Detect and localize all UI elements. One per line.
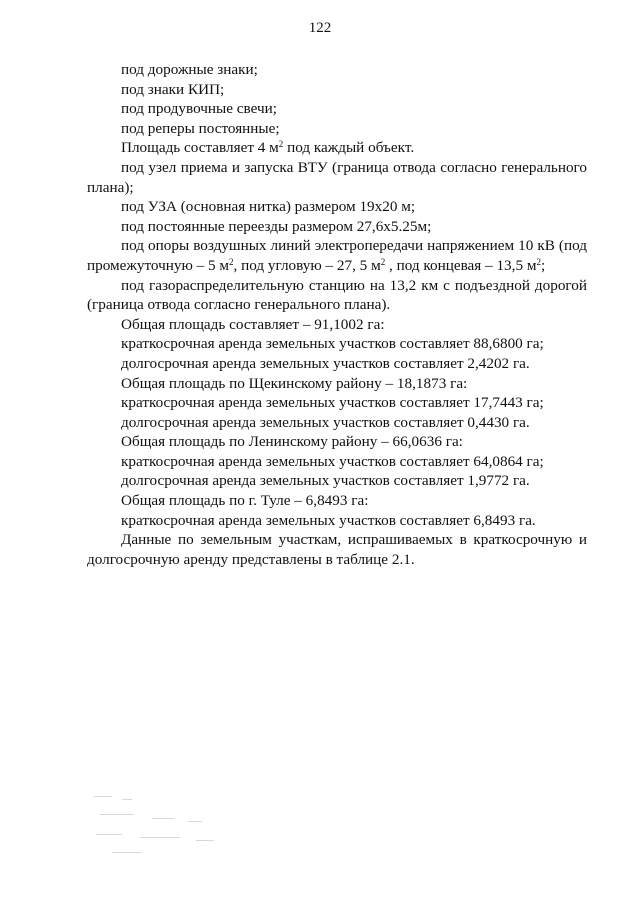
paragraph-crossings: под постоянные переезды размером 27,6х5.25м; <box>121 217 432 235</box>
paragraph-purge-candles: под продувочные свечи; <box>121 100 277 118</box>
paragraph-shchekino-long-term: долгосрочная аренда земельных участков составляет 0,4430 га. <box>121 413 530 431</box>
scan-noise <box>92 790 232 860</box>
paragraph-leninsky-long-term: долгосрочная аренда земельных участков составляет 1,9772 га. <box>121 472 530 490</box>
paragraph-gas-station: под газораспределительную станцию на 13,2 км с подъездной дорогой (граница отвода согласно генерального плана). <box>87 276 587 314</box>
paragraph-total-long-term: долгосрочная аренда земельных участков составляет 2,4202 га. <box>121 354 530 372</box>
paragraph-shchekino-short-term: краткосрочная аренда земельных участков составляет 17,7443 га; <box>121 394 544 412</box>
paragraph-area-per-object: Площадь составляет 4 $м^2$ под каждый объект. <box>121 139 415 157</box>
paragraph-benchmarks: под реперы постоянные; <box>121 119 280 137</box>
paragraph-total-short-term: краткосрочная аренда земельных участков составляет 88,6800 га; <box>121 335 544 353</box>
paragraph-leninsky-total: Общая площадь по Ленинскому району – 66,0636 га: <box>121 433 463 451</box>
paragraph-kip-signs: под знаки КИП; <box>121 80 225 98</box>
paragraph-uza: под УЗА (основная нитка) размером 19х20 м; <box>121 198 416 216</box>
paragraph-leninsky-short-term: краткосрочная аренда земельных участков составляет 64,0864 га; <box>121 452 544 470</box>
paragraph-road-signs: под дорожные знаки; <box>121 61 258 78</box>
paragraph-tula-total: Общая площадь по г. Туле – 6,8493 га: <box>121 492 369 510</box>
paragraph-vtu-node: под узел приема и запуска ВТУ (граница отвода согласно генерального плана); <box>87 158 587 196</box>
paragraph-table-reference: Данные по земельным участкам, испрашиваемых в краткосрочную и долгосрочную аренду представлены в таблице 2.1. <box>87 531 587 568</box>
paragraph-tula-short-term: краткосрочная аренда земельных участков составляет 6,8493 га. <box>121 511 536 529</box>
paragraph-total-area: Общая площадь составляет – 91,1002 га: <box>121 315 385 333</box>
paragraph-shchekino-total: Общая площадь по Щекинскому району – 18,1873 га: <box>121 374 468 392</box>
document-body <box>87 60 587 569</box>
page-number: 122 <box>308 20 332 36</box>
paragraph-power-line-supports: под опоры воздушных линий электропередачи напряжением 10 кВ (под промежуточную – 5 $м^2$, под угловую – 27, 5 $м^2$ , под концевая – 13,5 $м^2$; <box>87 237 587 274</box>
